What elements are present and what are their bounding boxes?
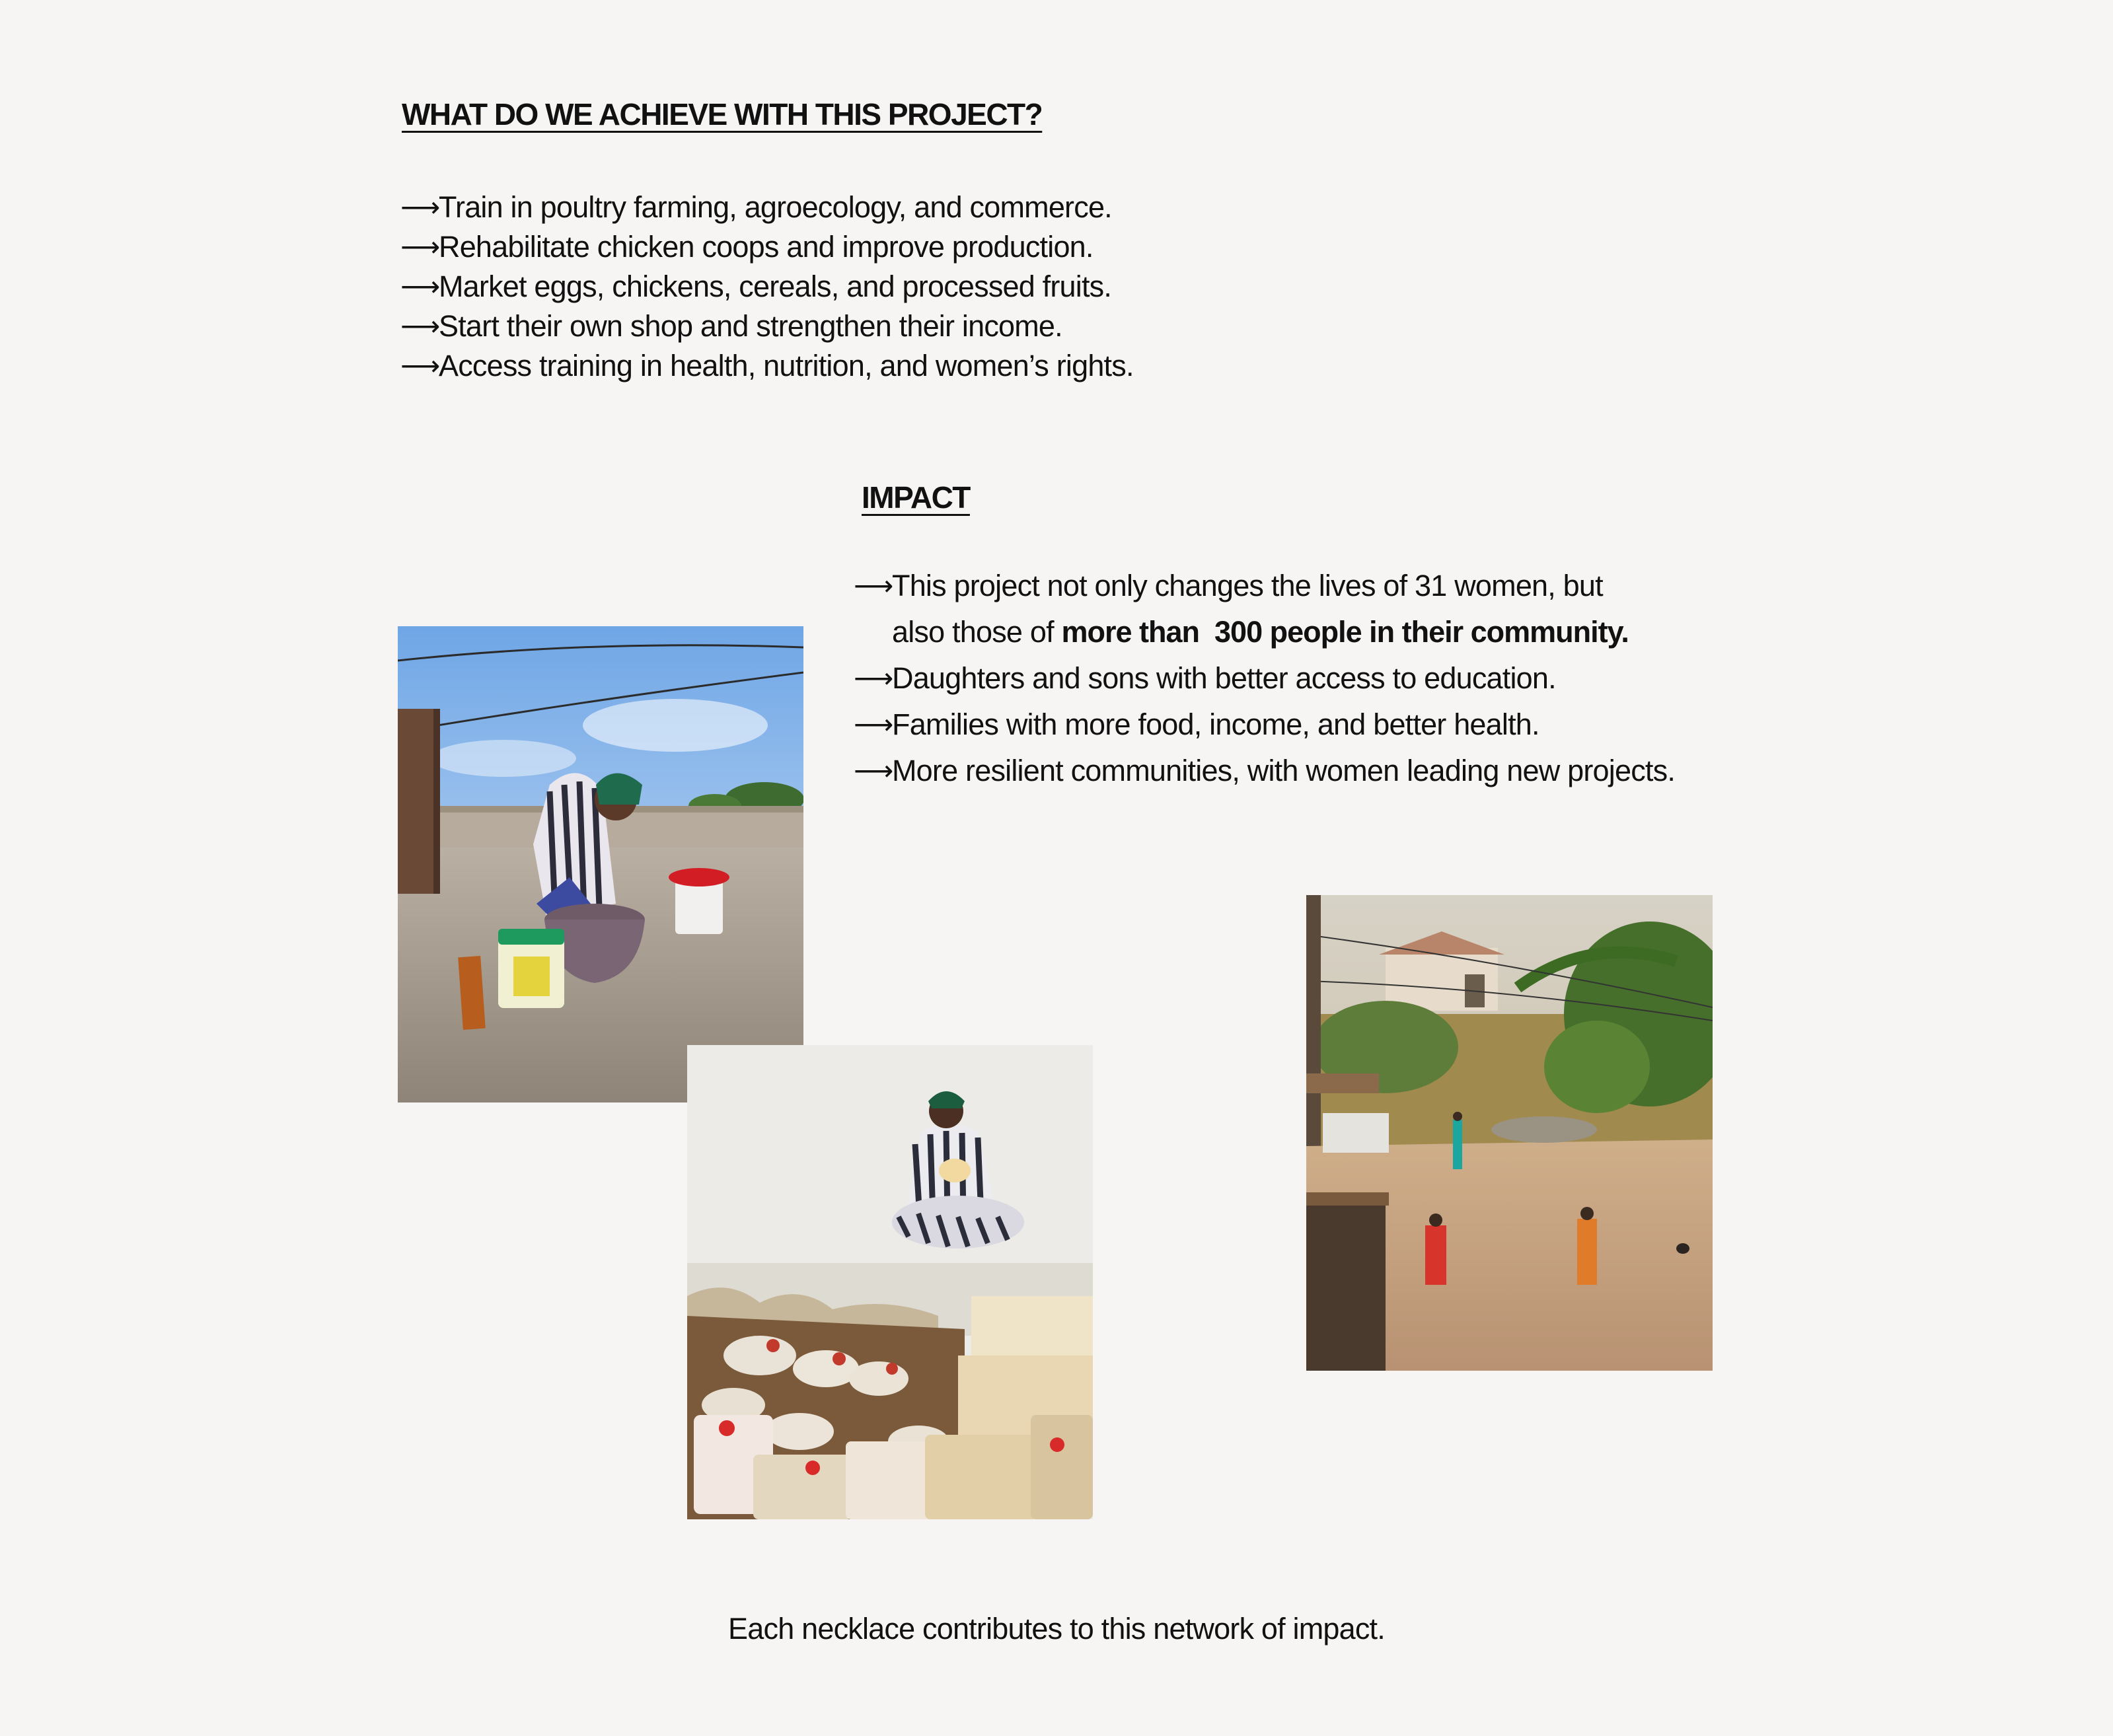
arrow-right-icon: ⟶ <box>400 231 440 263</box>
arrow-right-icon: ⟶ <box>854 754 893 787</box>
achieve-list <box>400 188 1134 386</box>
arrow-right-icon: ⟶ <box>400 191 440 223</box>
list-item-text: Start their own shop and strengthen their income. <box>439 309 1062 343</box>
closing-statement: Each necklace contributes to this network of impact. <box>728 1612 1385 1646</box>
photo-woman-chickens <box>687 1045 1093 1519</box>
photo-village-street <box>1306 895 1713 1371</box>
arrow-right-icon: ⟶ <box>400 310 440 342</box>
achieve-section-title: WHAT DO WE ACHIEVE WITH THIS PROJECT? <box>402 97 1043 131</box>
list-item <box>854 748 1675 794</box>
impact-item-line2-plain: also those of <box>892 615 1062 649</box>
arrow-right-icon: ⟶ <box>400 349 440 382</box>
impact-highlight: more than 300 people in their community. <box>1061 615 1629 649</box>
arrow-right-icon: ⟶ <box>854 708 893 741</box>
list-item <box>400 307 1134 346</box>
impact-list <box>854 563 1675 794</box>
list-item <box>400 227 1134 267</box>
impact-item-line2 <box>892 609 1629 655</box>
list-item-text: More resilient communities, with women leading new projects. <box>892 754 1676 787</box>
photo-woman-washing <box>398 626 803 1103</box>
list-item-text: Families with more food, income, and better health. <box>892 707 1539 741</box>
list-item-text: Daughters and sons with better access to education. <box>892 661 1556 695</box>
list-item-text: Rehabilitate chicken coops and improve production. <box>439 230 1094 264</box>
arrow-right-icon: ⟶ <box>400 270 440 303</box>
arrow-right-icon: ⟶ <box>854 662 893 694</box>
list-item-text <box>892 563 1629 655</box>
impact-item-line1: This project not only changes the lives of 31 women, but <box>892 569 1603 602</box>
arrow-right-icon: ⟶ <box>854 569 893 602</box>
list-item <box>854 655 1675 702</box>
list-item-text: Access training in health, nutrition, and women’s rights. <box>439 349 1134 382</box>
list-item <box>400 267 1134 307</box>
list-item <box>400 188 1134 227</box>
list-item-text: Train in poultry farming, agroecology, and commerce. <box>439 190 1112 224</box>
impact-section-title: IMPACT <box>862 480 970 515</box>
list-item <box>400 346 1134 386</box>
list-item <box>854 702 1675 748</box>
list-item <box>854 563 1675 655</box>
list-item-text: Market eggs, chickens, cereals, and processed fruits. <box>439 270 1112 303</box>
